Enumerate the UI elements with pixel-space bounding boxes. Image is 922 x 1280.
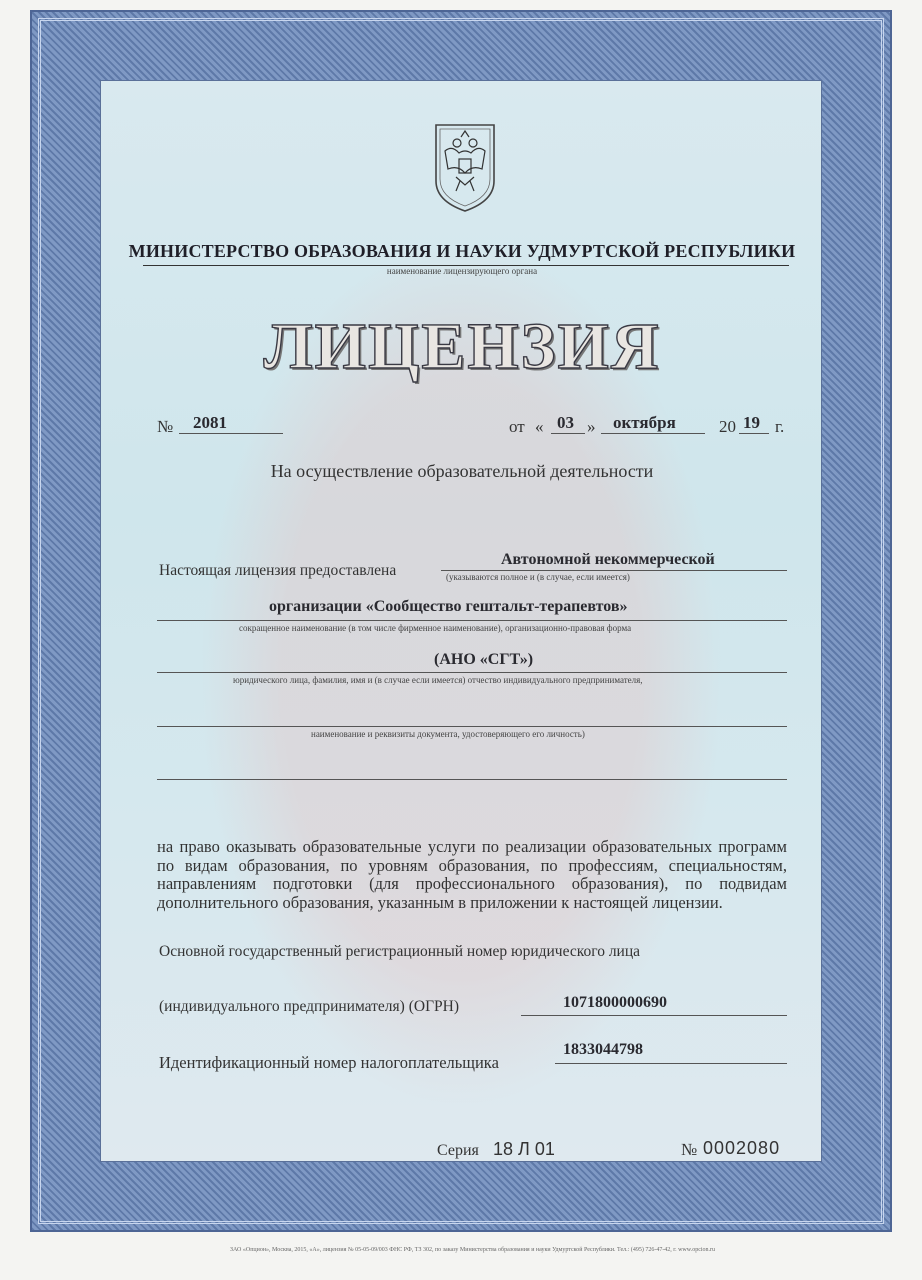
document-title: ЛИЦЕНЗИЯ bbox=[263, 310, 661, 383]
ogrn-underline bbox=[521, 1015, 787, 1016]
series-value: 18 Л 01 bbox=[493, 1139, 555, 1159]
year-suffix: 19 bbox=[743, 413, 760, 432]
series-label: Серия bbox=[437, 1142, 479, 1159]
ministry-caption: наименование лицензирующего органа bbox=[386, 266, 538, 276]
inn-value: 1833044798 bbox=[563, 1041, 643, 1058]
holder-caption1: (указываются полное и (в случае, если имеется) bbox=[446, 572, 630, 582]
number-label: № bbox=[157, 417, 174, 436]
ministry-name: МИНИСТЕРСТВО ОБРАЗОВАНИЯ И НАУКИ УДМУРТСКОЙ РЕСПУБЛИКИ bbox=[128, 241, 796, 261]
blank-number-value: 0002080 bbox=[703, 1138, 781, 1158]
day-underline bbox=[551, 433, 585, 434]
holder-caption4: наименование и реквизиты документа, удостоверяющего его личность) bbox=[311, 729, 585, 739]
blank-line bbox=[157, 779, 787, 780]
date-quote-close: » bbox=[587, 417, 596, 436]
ogrn-value: 1071800000690 bbox=[563, 994, 667, 1011]
rights-paragraph: на право оказывать образовательные услуги по реализации образовательных программ по видам образования, по уровням образования, по профессиям, специальностям, направлениям подготовки (для профессионального образования), по подвидам дополнительного образования, указанным в приложении к настоящей лицензии. bbox=[157, 837, 787, 912]
holder-label: Настоящая лицензия предоставлена bbox=[159, 562, 397, 579]
date-quote-open: « bbox=[535, 417, 544, 436]
blank-number-label: № bbox=[681, 1140, 698, 1159]
month-underline bbox=[601, 433, 705, 434]
printer-footer: ЗАО «Опцион», Москва, 2015, «А», лицензия № 05-05-09/003 ФНС РФ, ТЗ 302, по заказу Министерства образования и науки Удмуртской Республики. Тел.: (495) 726-47-42, г. www.opcion.ru bbox=[230, 1247, 716, 1253]
holder-name-line2: организации «Сообщество гештальт-терапевтов» bbox=[269, 598, 628, 615]
inn-label: Идентификационный номер налогоплательщика bbox=[159, 1053, 499, 1072]
date-month: октября bbox=[613, 413, 676, 432]
holder-line1-underline bbox=[441, 570, 787, 571]
license-sheet bbox=[100, 80, 822, 1162]
holder-name-line1: Автономной некоммерческой bbox=[501, 551, 715, 568]
license-number: 2081 bbox=[193, 413, 227, 432]
license-purpose: На осуществление образовательной деятельности bbox=[270, 461, 654, 481]
date-day: 03 bbox=[557, 413, 574, 432]
ogrn-label-line1: Основной государственный регистрационный номер юридического лица bbox=[159, 943, 641, 960]
holder-line3-underline bbox=[157, 672, 787, 673]
date-from-label: от bbox=[509, 417, 525, 436]
holder-line2-underline bbox=[157, 620, 787, 621]
ogrn-label-line2: (индивидуального предпринимателя) (ОГРН) bbox=[159, 998, 460, 1015]
year-prefix: 20 bbox=[719, 417, 736, 436]
holder-short-name: (АНО «СГТ») bbox=[434, 651, 534, 668]
year-underline bbox=[739, 433, 769, 434]
coat-of-arms-icon bbox=[432, 121, 498, 213]
holder-caption2: сокращенное наименование (в том числе фирменное наименование), организационно-правовая форма bbox=[239, 623, 632, 633]
number-underline bbox=[179, 433, 283, 434]
holder-line4-underline bbox=[157, 726, 787, 727]
year-unit: г. bbox=[775, 417, 785, 436]
inn-underline bbox=[555, 1063, 787, 1064]
holder-caption3: юридического лица, фамилия, имя и (в случае если имеется) отчество индивидуального предпринимателя, bbox=[233, 675, 643, 685]
